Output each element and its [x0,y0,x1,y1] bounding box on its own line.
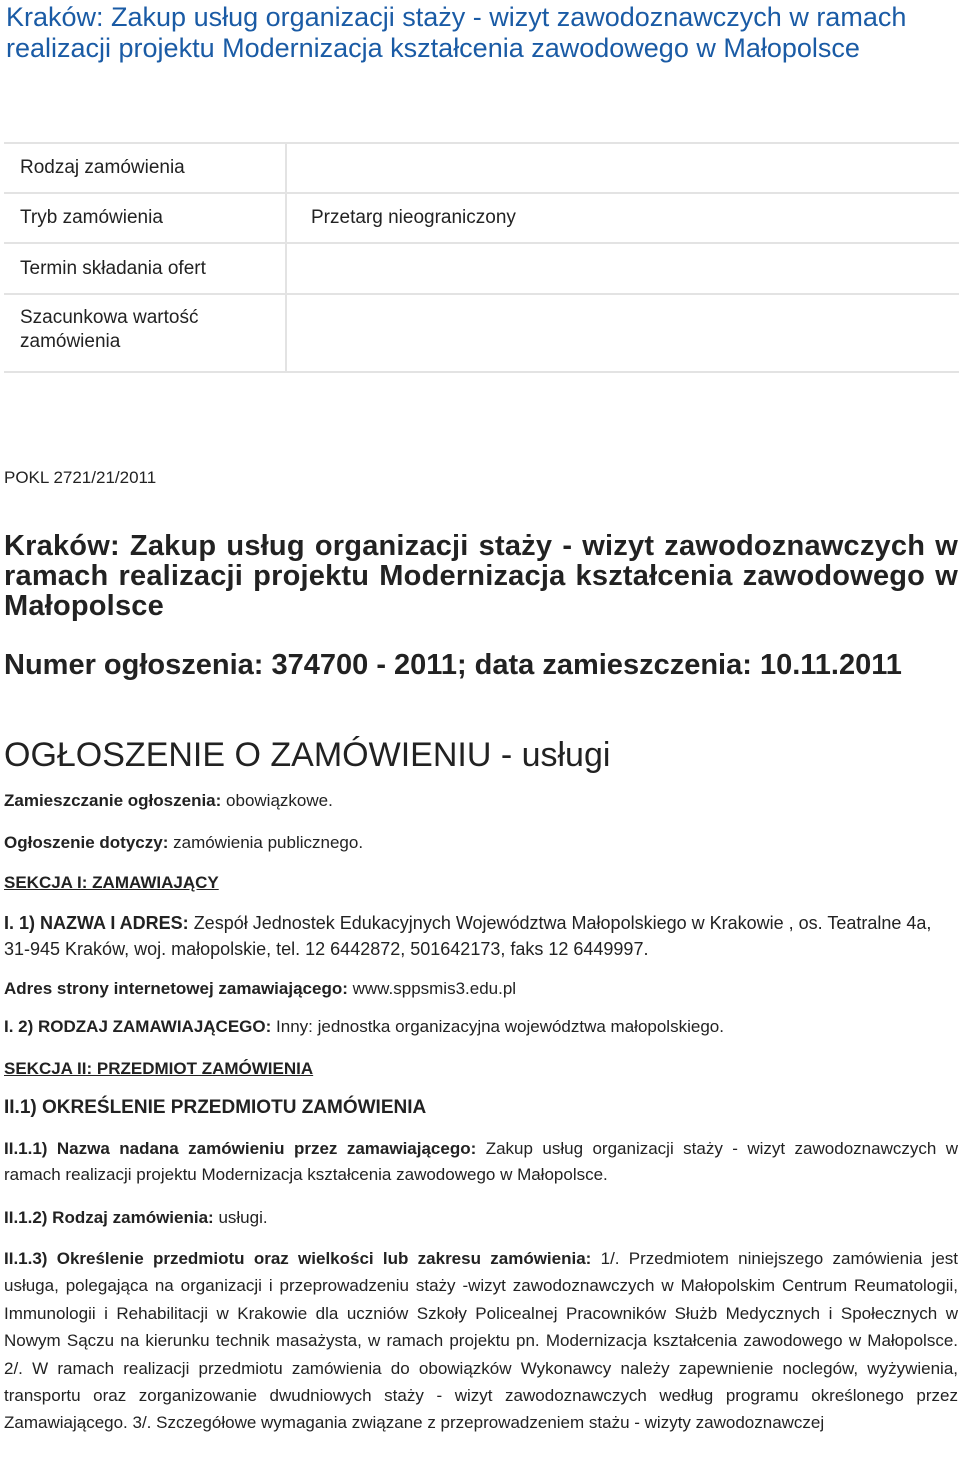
section-2-subtitle: II.1) OKREŚLENIE PRZEDMIOTU ZAMÓWIENIA [4,1097,427,1118]
contract-name-value: Zakup usług organizacji staży - wizyt zawodoznawczych w ramach realizacji projektu Modernizacja kształcenia zawodowego w Małopolsce. [4,1139,959,1184]
summary-label: Termin składania ofert [4,243,286,294]
contract-name [4,1136,958,1188]
summary-label: Szacunkowa wartość zamówienia [4,294,286,372]
section-2-title: SEKCJA II: PRZEDMIOT ZAMÓWIENIA [4,1059,314,1078]
summary-table [4,142,959,373]
contract-scope [4,1245,958,1437]
summary-row [4,193,959,243]
summary-label: Tryb zamówienia [4,193,286,243]
website-label: Adres strony internetowej zamawiającego: [4,979,348,998]
summary-label: Rodzaj zamówienia [4,143,286,193]
summary-row [4,243,959,294]
section-1-title: SEKCJA I: ZAMAWIAJĄCY [4,873,219,892]
summary-row [4,294,959,372]
summary-value [286,143,959,193]
publication-label: Zamieszczanie ogłoszenia: [4,791,222,810]
name-address-label: I. 1) NAZWA I ADRES: [4,913,189,933]
contracting-authority [4,910,958,962]
website-value: www.sppsmis3.edu.pl [352,979,517,998]
reference-number: POKL 2721/21/2011 [4,468,157,487]
notice-heading: Kraków: Zakup usług organizacji staży - wizyt zawodoznawczych w ramach realizacji projektu Modernizacja kształcenia zawodowego w Małopolsce [4,530,958,622]
notice-type-title: OGŁOSZENIE O ZAMÓWIENIU - usługi [4,736,611,774]
publication-value: obowiązkowe. [226,791,333,810]
page-title: Kraków: Zakup usług organizacji staży - wizyt zawodoznawczych w ramach realizacji projektu Modernizacja kształcenia zawodowego w Małopolsce [6,2,907,63]
name-address-value: Zespół Jednostek Edukacyjnych Województwa Małopolskiego w Krakowie , os. Teatralne 4a, 31-945 Kraków, woj. małopolskie, tel. 12 6442872, 501642173, faks 12 6449997. [4,913,932,959]
website-line [4,976,958,1002]
contract-type-value: usługi. [218,1208,268,1227]
authority-kind-label: I. 2) RODZAJ ZAMAWIAJĄCEGO: [4,1017,272,1036]
summary-value [286,243,959,294]
authority-kind-line [4,1014,958,1040]
summary-value [286,294,959,372]
concerns-label: Ogłoszenie dotyczy: [4,833,169,852]
contract-type-label: II.1.2) Rodzaj zamówienia: [4,1208,214,1227]
notice-number-line: Numer ogłoszenia: 374700 - 2011; data zamieszczenia: 10.11.2011 [4,649,902,681]
contract-name-label: II.1.1) Nazwa nadana zamówieniu przez zamawiającego: [4,1139,477,1158]
contract-type-line [4,1205,958,1231]
summary-value: Przetarg nieograniczony [286,193,959,243]
contract-scope-value: 1/. Przedmiotem niniejszego zamówienia jest usługa, polegająca na organizacji i przeprowadzeniu staży -wizyt zawodoznawczych w Małopolskim Centrum Reumatologii, Immunologii i Rehabilitacji w Krakowie dla uczniów Szkoły Policealnej Pracowników Służb Medycznych i Społecznych w Nowym Sączu na kierunku technik masażysta, w ramach projektu pn. Modernizacja kształcenia zawodowego w Małopolsce. 2/. W ramach realizacji przedmiotu zamówienia do obowiązków Wykonawcy należy zapewnienie noclegów, wyżywienia, transportu oraz zorganizowanie dwudniowych staży - wizyt zawodoznawczych według programu określonego przez Zamawiającego. 3/. Szczegółowe wymagania związane z przeprowadzeniem stażu - wizyty zawodoznawczej [4,1249,958,1433]
contract-scope-label: II.1.3) Określenie przedmiotu oraz wielkości lub zakresu zamówienia: [4,1249,592,1268]
concerns-line [4,830,958,856]
concerns-value: zamówienia publicznego. [173,833,364,852]
summary-row [4,143,959,193]
authority-kind-value: Inny: jednostka organizacyjna województwa małopolskiego. [276,1017,724,1036]
publication-line [4,788,958,814]
